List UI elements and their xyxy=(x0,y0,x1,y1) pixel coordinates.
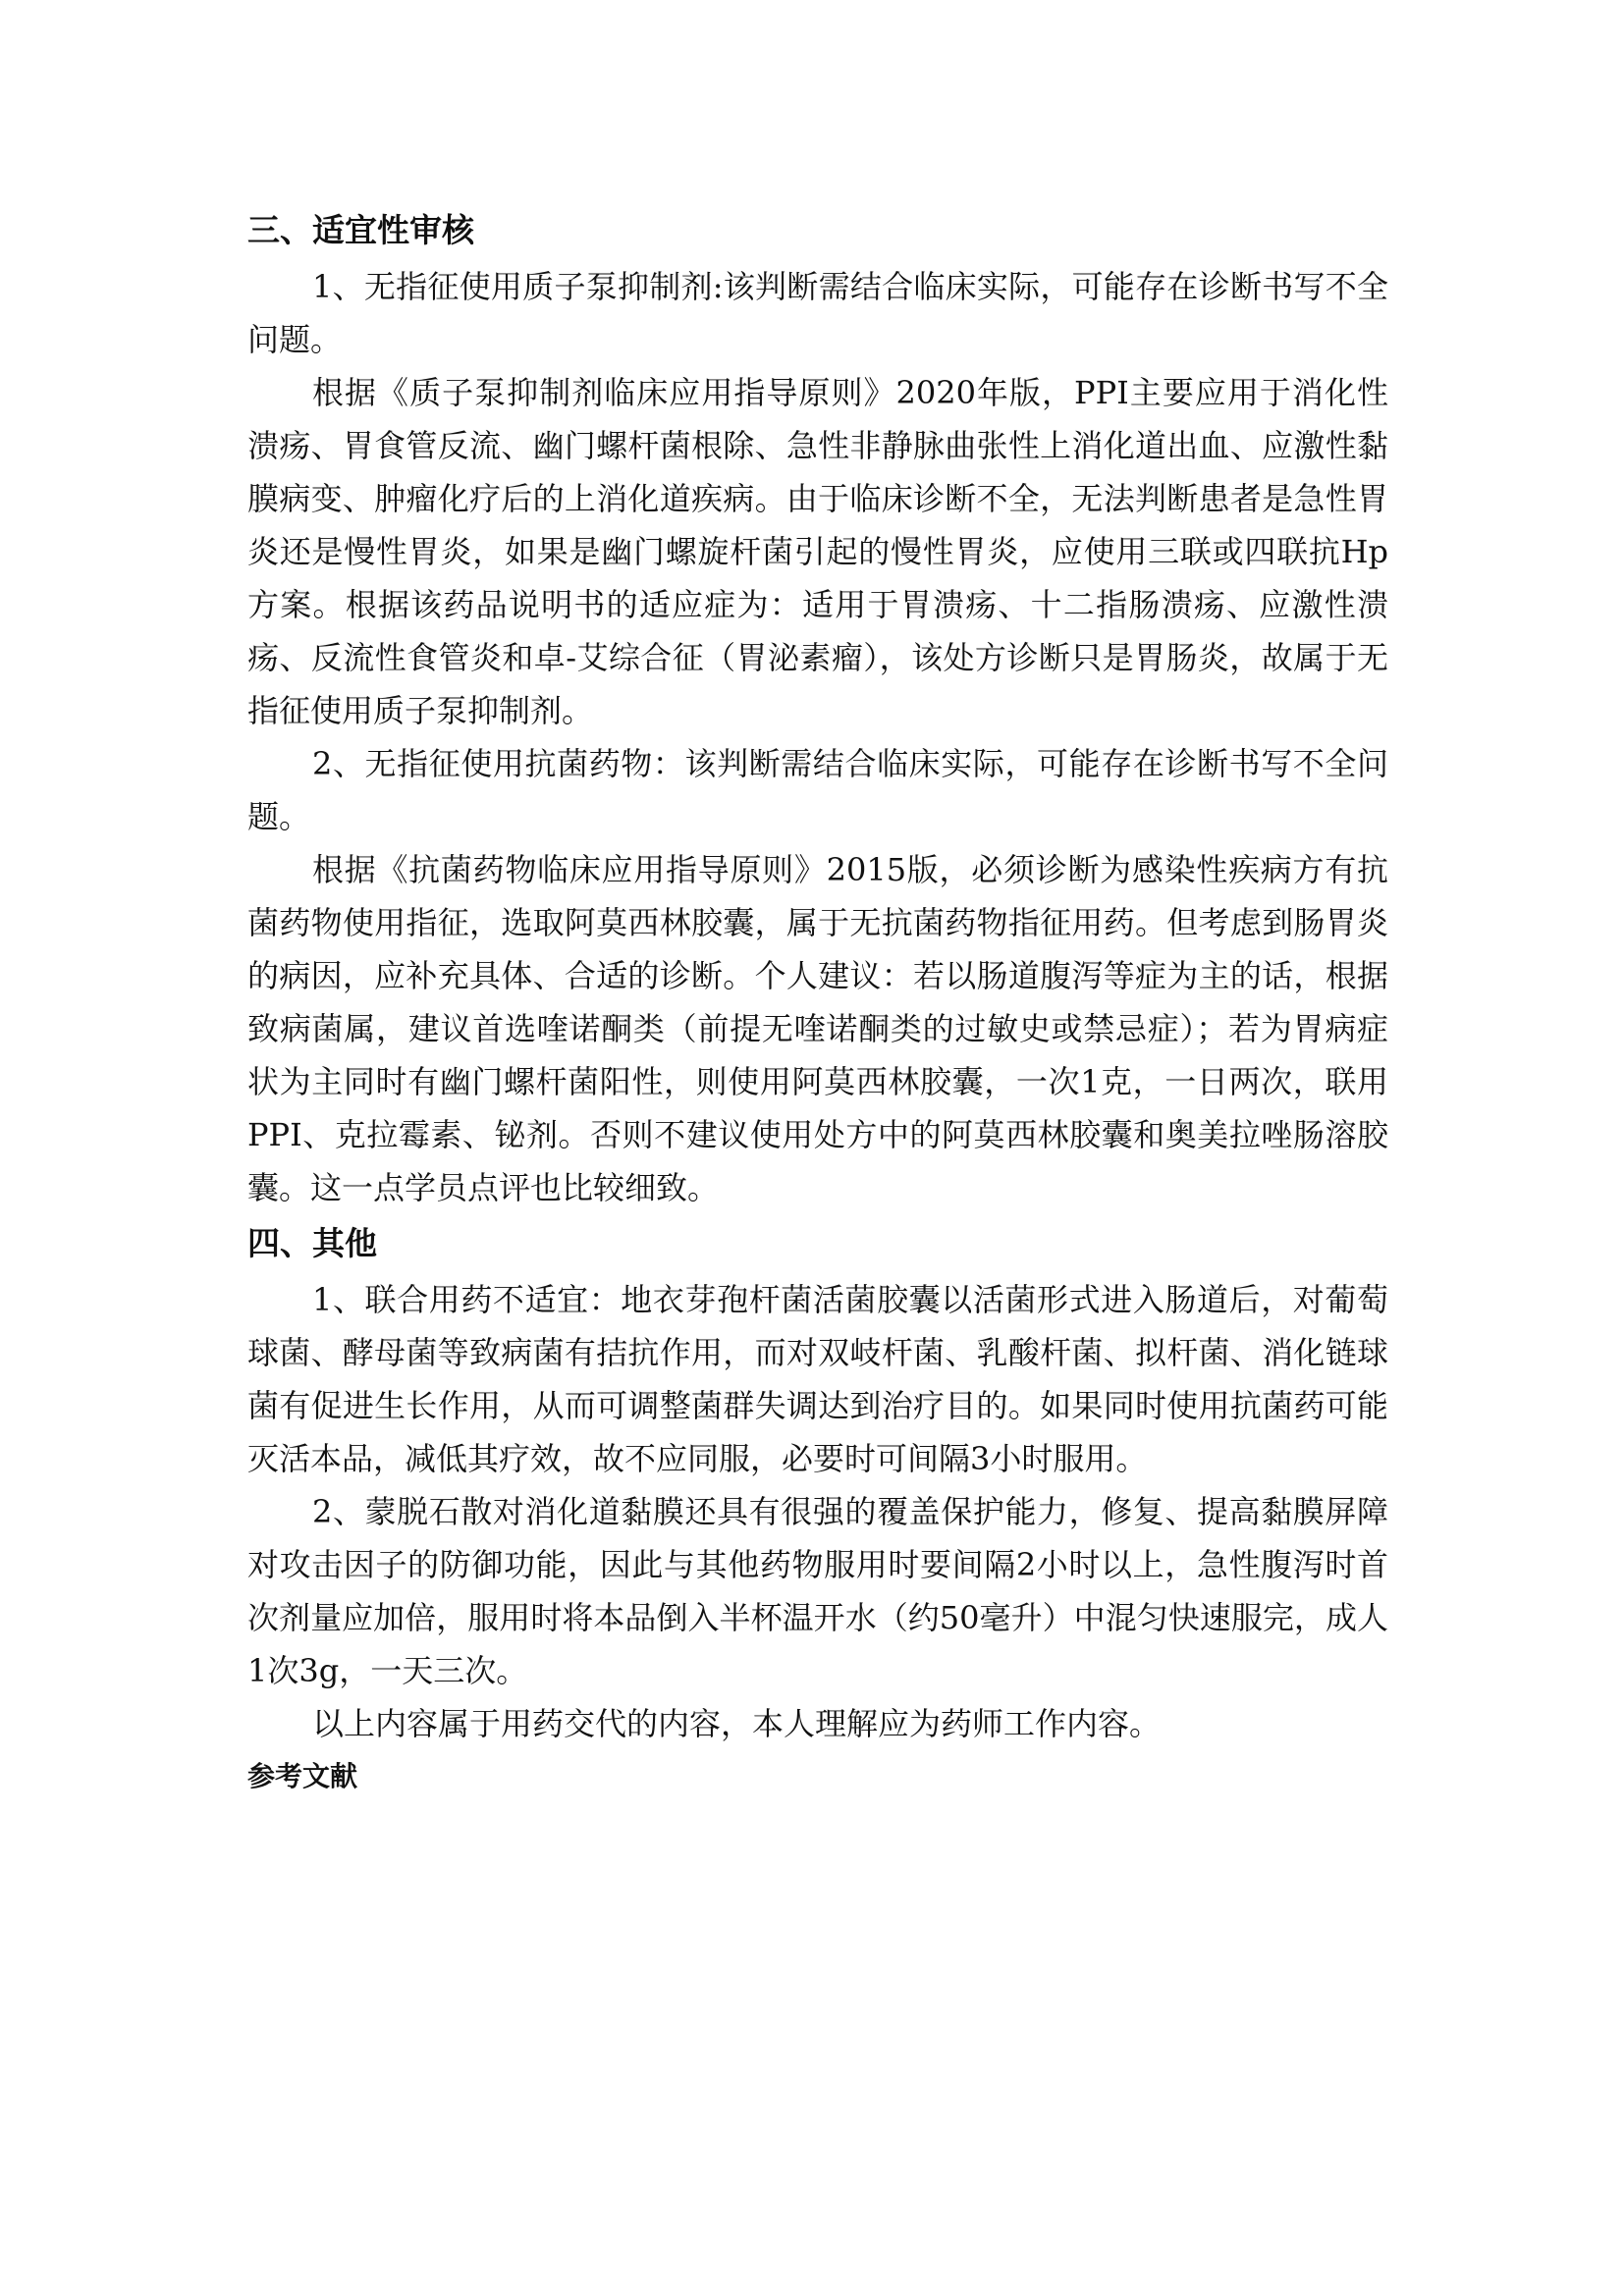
references-heading: 参考文献 xyxy=(247,1760,358,1792)
paragraph-ppi-guideline: 根据《质子泵抑制剂临床应用指导原则》2020年版，PPI主要应用于消化性溃疡、胃食管反流、幽门螺杆菌根除、急性非静脉曲张性上消化道出血、应激性黏膜病变、肿瘤化疗后的上消化道疾病。由于临床诊断不全，无法判断患者是急性胃炎还是慢性胃炎，如果是幽门螺旋杆菌引起的慢性胃炎，应使用三联或四联抗Hp方案。根据该药品说明书的适应症为：适用于胃溃疡、十二指肠溃疡、应激性溃疡、反流性食管炎和卓-艾综合征（胃泌素瘤），该处方诊断只是胃肠炎，故属于无指征使用质子泵抑制剂。 xyxy=(247,374,1388,729)
document-page xyxy=(247,201,1388,1803)
paragraph-montmorillonite: 2、蒙脱石散对消化道黏膜还具有很强的覆盖保护能力，修复、提高黏膜屏障对攻击因子的防御功能，因此与其他药物服用时要间隔2小时以上，急性腹泻时首次剂量应加倍，服用时将本品倒入半杯温开水（约50毫升）中混匀快速服完，成人1次3g，一天三次。 xyxy=(247,1493,1388,1689)
section-heading-suitability: 三、适宜性审核 xyxy=(247,211,474,249)
paragraph-ppi-no-indication: 1、无指征使用质子泵抑制剂:该判断需结合临床实际，可能存在诊断书写不全问题。 xyxy=(247,268,1388,358)
paragraph-combination-drug: 1、联合用药不适宜：地衣芽孢杆菌活菌胶囊以活菌形式进入肠道后，对葡萄球菌、酵母菌等致病菌有拮抗作用，而对双岐杆菌、乳酸杆菌、拟杆菌、消化链球菌有促进生长作用，从而可调整菌群失调达到治疗目的。如果同时使用抗菌药可能灭活本品，减低其疗效，故不应同服，必要时可间隔3小时服用。 xyxy=(247,1281,1388,1477)
paragraph-antibiotic-guideline: 根据《抗菌药物临床应用指导原则》2015版，必须诊断为感染性疾病方有抗菌药物使用指征，选取阿莫西林胶囊，属于无抗菌药物指征用药。但考虑到肠胃炎的病因，应补充具体、合适的诊断。个人建议：若以肠道腹泻等症为主的话，根据致病菌属，建议首选喹诺酮类（前提无喹诺酮类的过敏史或禁忌症）；若为胃病症状为主同时有幽门螺杆菌阳性，则使用阿莫西林胶囊，一次1克，一日两次，联用PPI、克拉霉素、铋剂。否则不建议使用处方中的阿莫西林胶囊和奥美拉唑肠溶胶囊。这一点学员点评也比较细致。 xyxy=(247,851,1388,1206)
section-heading-other: 四、其他 xyxy=(247,1224,377,1262)
paragraph-antibiotic-no-indication: 2、无指征使用抗菌药物：该判断需结合临床实际，可能存在诊断书写不全问题。 xyxy=(247,745,1388,835)
paragraph-pharmacist-note: 以上内容属于用药交代的内容，本人理解应为药师工作内容。 xyxy=(312,1705,1162,1742)
